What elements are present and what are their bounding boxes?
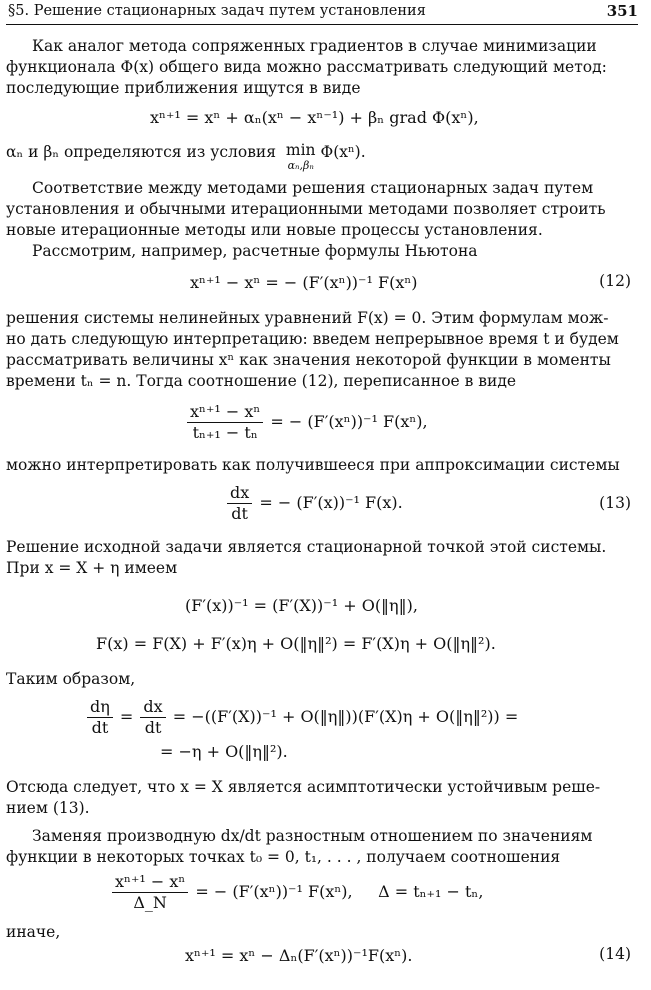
equation-14: xⁿ⁺¹ = xⁿ − Δₙ(F′(xⁿ))⁻¹F(xⁿ).	[185, 946, 413, 965]
paragraph-line: Соответствие между методами решения стационарных задач путем	[32, 179, 594, 197]
equation-number: (14)	[599, 945, 631, 963]
paragraph-line: функции в некоторых точках t₀ = 0, t₁, . . . , получаем соотношения	[6, 848, 561, 866]
equation-rhs: = −((F′(X))⁻¹ + O(‖η‖))(F′(X)η + O(‖η‖²)) =	[172, 707, 519, 726]
numerator: dη	[87, 697, 113, 718]
equation-perturbation-result: = −η + O(‖η‖²).	[160, 742, 288, 761]
equation-difference	[185, 402, 428, 443]
running-header	[6, 0, 638, 25]
numerator: dx	[140, 697, 165, 718]
equation-rhs: = − (F′(xⁿ))⁻¹ F(xⁿ),	[195, 882, 353, 901]
equation-rhs: = − (F′(x))⁻¹ F(x).	[259, 493, 403, 512]
paragraph-line: нием (13).	[6, 799, 90, 817]
fraction	[187, 402, 263, 443]
paragraph-line: решения системы нелинейных уравнений F(x) = 0. Этим формулам мож-	[6, 309, 609, 327]
paragraph-line: установления и обычными итерационными методами позволяет строить	[6, 200, 606, 218]
numerator: dx	[227, 483, 252, 504]
paragraph-line: Решение исходной задачи является стационарной точкой этой системы.	[6, 538, 607, 556]
condition-lead: αₙ и βₙ определяются из условия	[6, 143, 277, 161]
fraction	[140, 697, 165, 738]
section-title: §5. Решение стационарных задач путем установления	[8, 3, 426, 19]
fraction	[87, 697, 113, 738]
denominator: dt	[231, 504, 248, 523]
equation-12: xⁿ⁺¹ − xⁿ = − (F′(xⁿ))⁻¹ F(xⁿ)	[190, 273, 418, 292]
numerator: xⁿ⁺¹ − xⁿ	[187, 402, 263, 423]
denominator: dt	[144, 718, 162, 737]
min-label: min	[285, 141, 316, 159]
equation-number: (12)	[599, 272, 631, 290]
paragraph-line: функционала Φ(x) общего вида можно рассматривать следующий метод:	[6, 58, 607, 76]
denominator: Δ_N	[133, 893, 167, 912]
equation-finite-difference	[110, 872, 483, 913]
paragraph-condition	[6, 142, 366, 174]
condition-tail: Φ(xⁿ).	[320, 143, 366, 161]
paragraph-line: иначе,	[6, 923, 61, 941]
paragraph-line: Как аналог метода сопряженных градиентов в случае минимизации	[32, 37, 597, 55]
equation-iteration: xⁿ⁺¹ = xⁿ + αₙ(xⁿ − xⁿ⁻¹) + βₙ grad Φ(xⁿ),	[150, 108, 479, 127]
numerator: xⁿ⁺¹ − xⁿ	[112, 872, 188, 893]
equation-perturbation: $\frac{d\eta}{dt}$ = $\frac{dx}{dt}$ = −((F′(X))⁻¹ + O(‖η‖))(F′(X)η + O(‖η‖²)) =	[85, 697, 518, 738]
paragraph-line: времени tₙ = n. Тогда соотношение (12), переписанное в виде	[6, 372, 517, 390]
min-subscript: αₙ,βₙ	[287, 159, 314, 172]
paragraph-line: новые итерационные методы или новые процессы установления.	[6, 221, 543, 239]
paragraph-line: Рассмотрим, например, расчетные формулы Ньютона	[32, 242, 478, 260]
paragraph-line: можно интерпретировать как получившееся при аппроксимации системы	[6, 456, 620, 474]
paragraph-line: Заменяя производную dx/dt разностным отношением по значениям	[32, 827, 593, 845]
paragraph-line: При x = X + η имеем	[6, 559, 178, 577]
step-definition: Δ = tₙ₊₁ − tₙ,	[378, 882, 484, 901]
paragraph-line: но дать следующую интерпретацию: введем непрерывное время t и будем	[6, 330, 619, 348]
paragraph-line: Таким образом,	[6, 670, 136, 688]
page-number: 351	[606, 2, 638, 20]
fraction	[112, 872, 188, 913]
fraction	[227, 483, 252, 524]
paragraph-line: рассматривать величины xⁿ как значения некоторой функции в моменты	[6, 351, 611, 369]
equation-jacobian-inverse: (F′(x))⁻¹ = (F′(X))⁻¹ + O(‖η‖),	[185, 596, 418, 615]
equation-number: (13)	[599, 494, 631, 512]
paragraph-line: Отсюда следует, что x = X является асимптотически устойчивым реше-	[6, 778, 601, 796]
denominator: tₙ₊₁ − tₙ	[192, 423, 258, 442]
equation-13	[225, 483, 403, 524]
equation-rhs: = − (F′(xⁿ))⁻¹ F(xⁿ),	[270, 412, 428, 431]
paragraph-line: последующие приближения ищутся в виде	[6, 79, 361, 97]
equation-function-expansion: F(x) = F(X) + F′(x)η + O(‖η‖²) = F′(X)η + O(‖η‖²).	[96, 634, 496, 653]
min-operator	[286, 142, 316, 174]
denominator: dt	[91, 718, 109, 737]
